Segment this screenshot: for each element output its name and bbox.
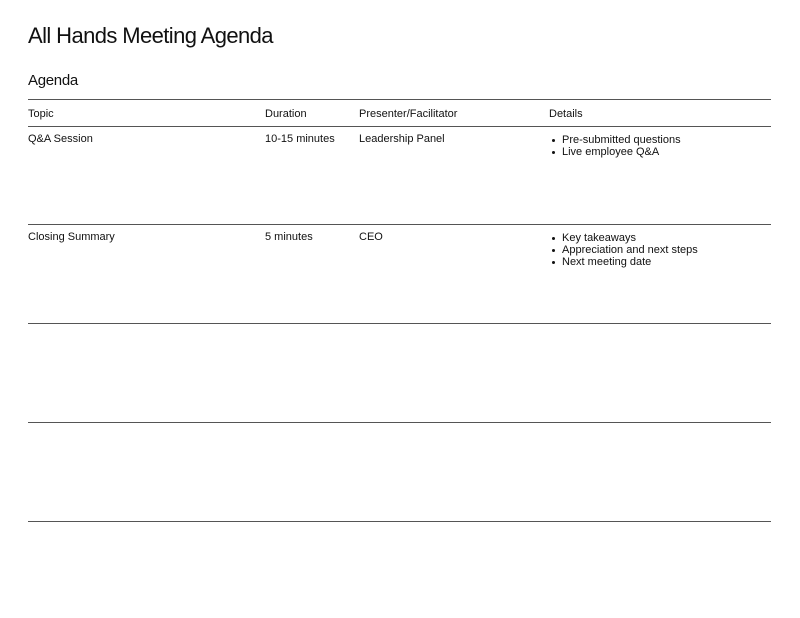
table-row-empty: [28, 324, 771, 422]
page-title: All Hands Meeting Agenda: [28, 23, 273, 48]
details-item: Next meeting date: [549, 256, 698, 268]
details-list: [549, 232, 698, 268]
table-row: [28, 127, 771, 225]
table-row: [28, 225, 771, 323]
details-list: [549, 134, 681, 158]
header-details: Details: [549, 108, 583, 120]
details-item: Appreciation and next steps: [549, 244, 698, 256]
header-topic: Topic: [28, 108, 54, 120]
duration-cell: 10-15 minutes: [265, 133, 335, 145]
section-title: Agenda: [28, 72, 78, 89]
presenter-cell: CEO: [359, 231, 383, 243]
duration-cell: 5 minutes: [265, 231, 313, 243]
table-row-empty: [28, 423, 771, 521]
details-item: Pre-submitted questions: [549, 134, 681, 146]
table-header-row: [28, 100, 771, 127]
presenter-cell: Leadership Panel: [359, 133, 445, 145]
topic-cell: Closing Summary: [28, 231, 115, 243]
header-duration: Duration: [265, 108, 307, 120]
topic-cell: Q&A Session: [28, 133, 93, 145]
row-divider: [28, 521, 771, 522]
details-item: Live employee Q&A: [549, 146, 681, 158]
details-item: Key takeaways: [549, 232, 698, 244]
header-presenter: Presenter/Facilitator: [359, 108, 458, 120]
